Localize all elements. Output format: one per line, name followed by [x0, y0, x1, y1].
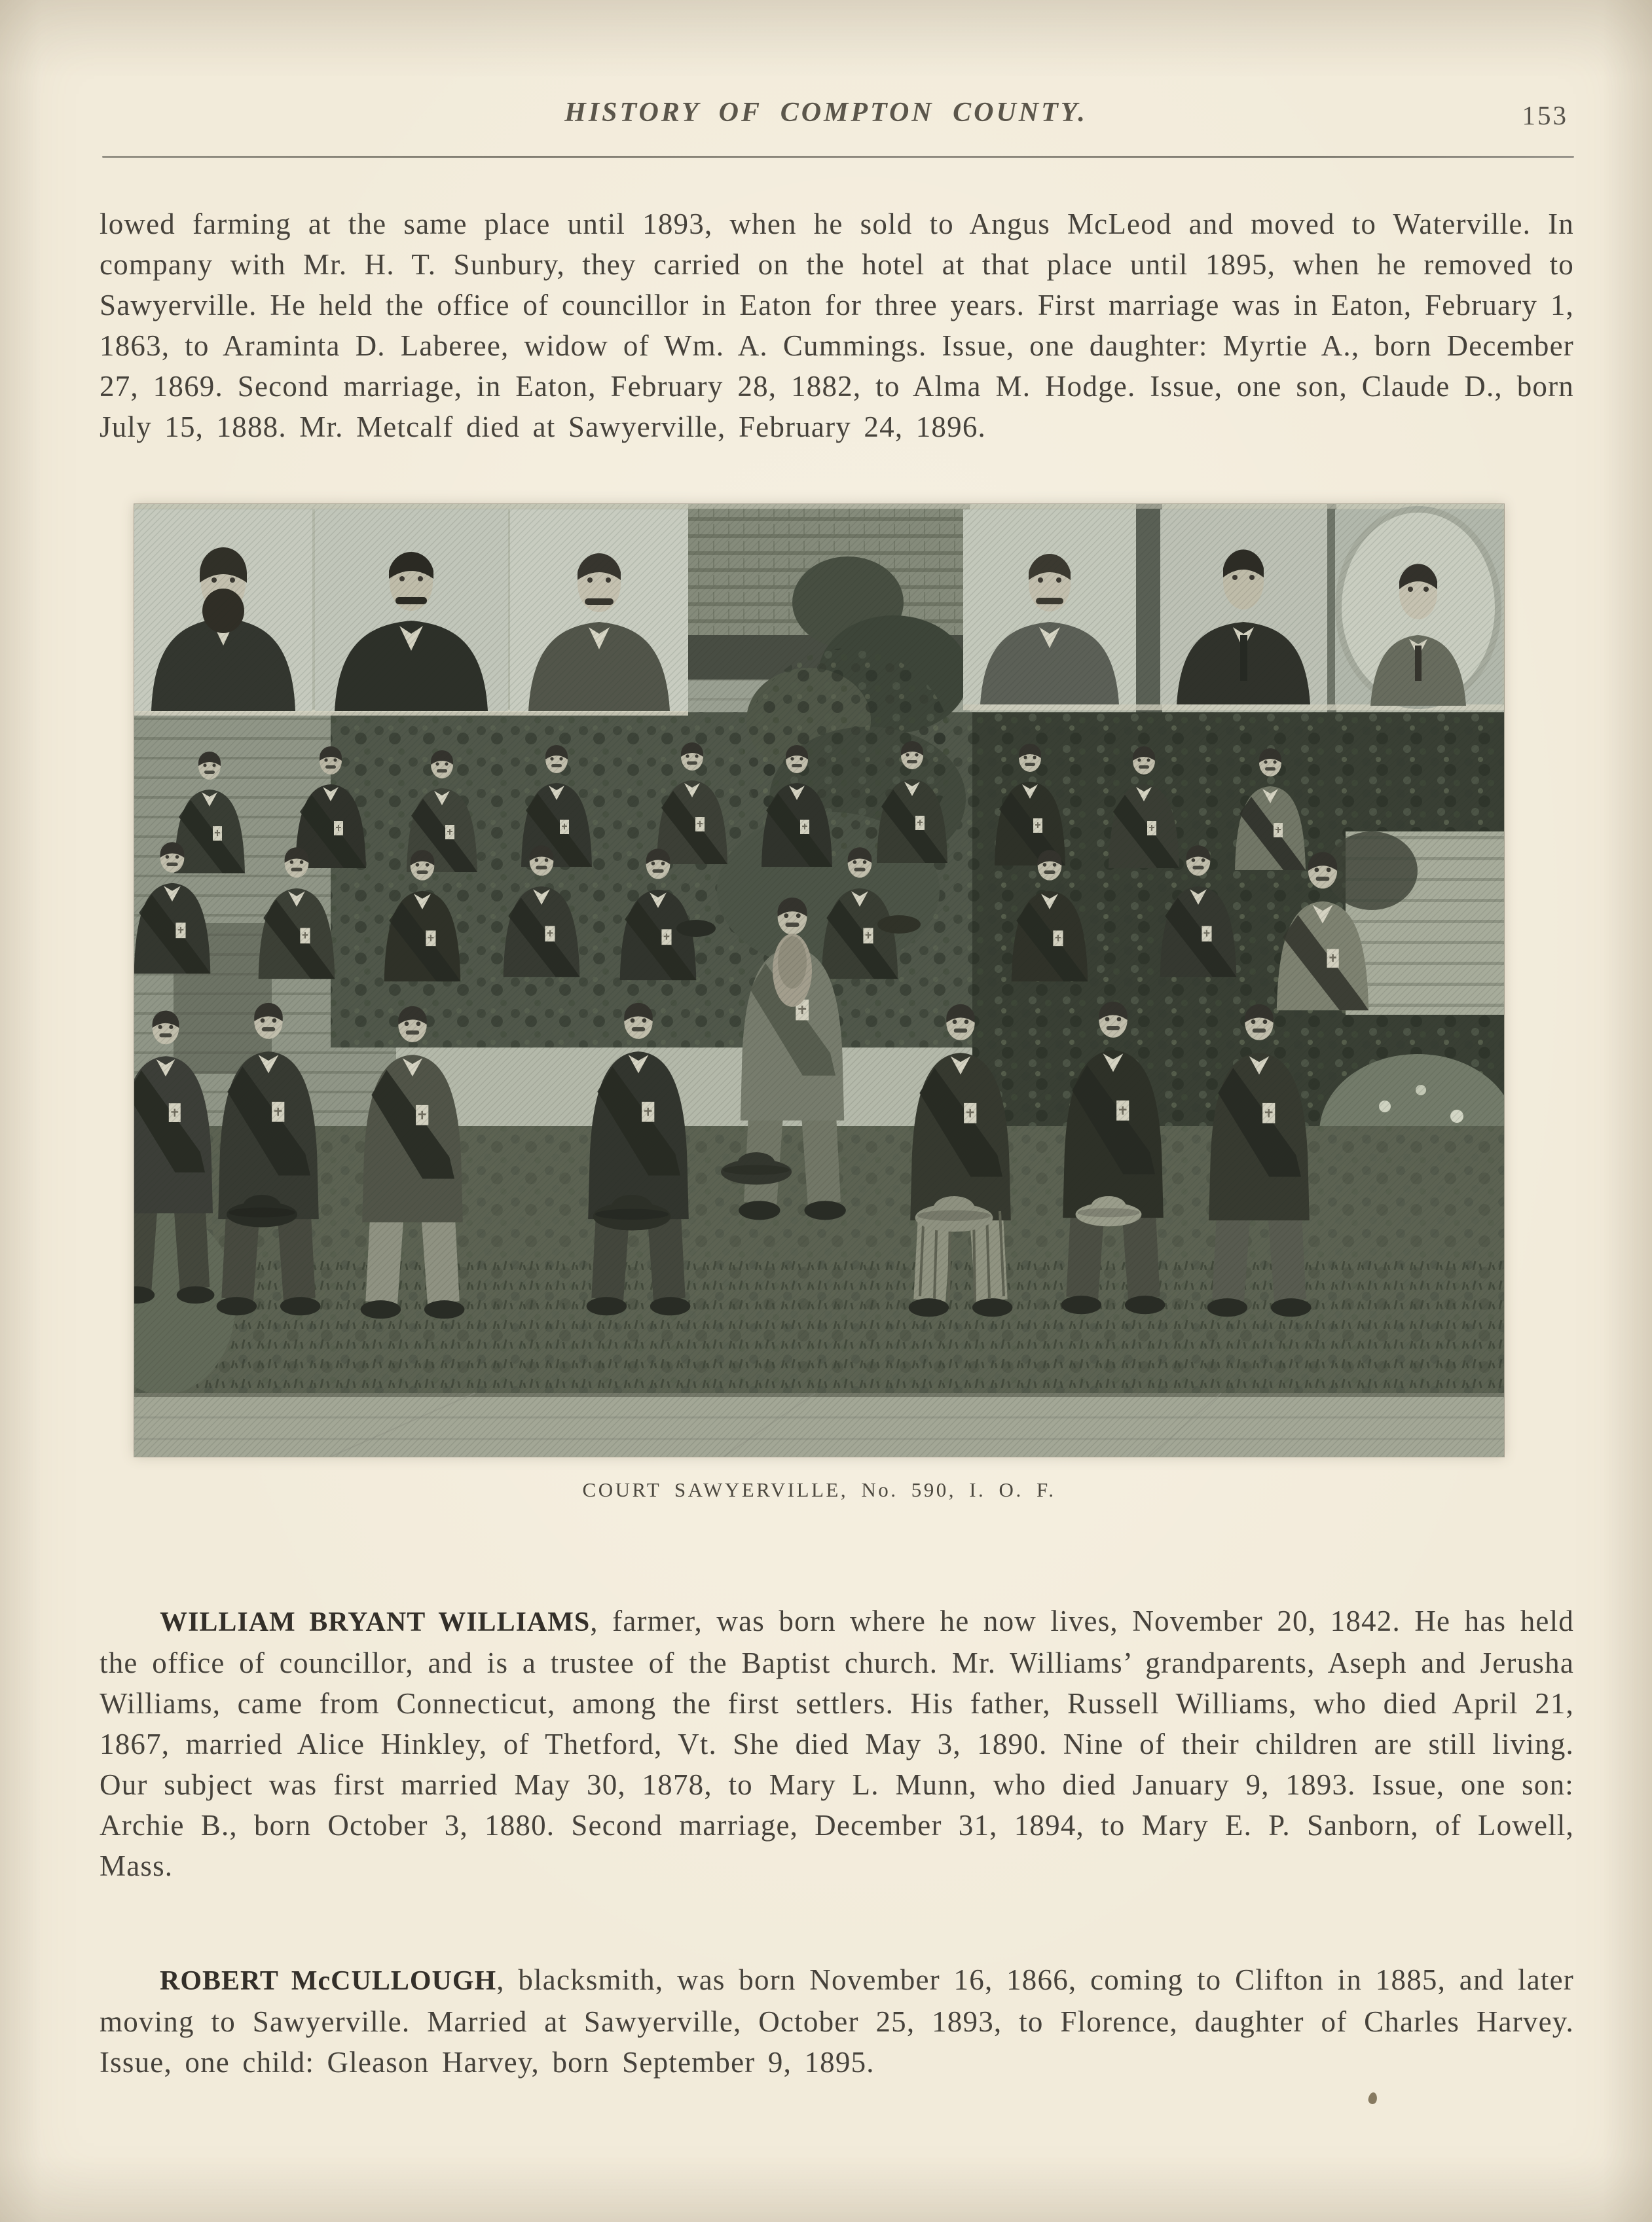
ink-speck [1368, 2092, 1378, 2105]
bio-name-mccullough: ROBERT McCULLOUGH [160, 1966, 497, 1996]
group-photograph-art [134, 504, 1504, 1457]
bio-text-mccullough: , blacksmith, was born November 16, 1866, coming to Clifton in 1885, and later moving to Sawyerville. Married at Sawyerville, October 25, 1893, to Florence, daughter of Charles Harvey. Issue, one child: Gleason Harvey, born September 9, 1895. [100, 1963, 1574, 2079]
page-number: 153 [1522, 100, 1568, 130]
paragraph-mccullough [100, 1959, 1574, 2083]
group-photograph [134, 504, 1504, 1457]
bio-name-williams: WILLIAM BRYANT WILLIAMS [160, 1607, 591, 1637]
paragraph-williams [100, 1601, 1574, 1886]
bio-text-williams: , farmer, was born where he now lives, November 20, 1842. He has held the office of councillor, and is a trustee of the Baptist church. Mr. Williams’ grandparents, Aseph and Jerusha Williams, came from Connecticut, among the first settlers. His father, Russell Williams, who died April 21, 1867, married Alice Hinkley, of Thetford, Vt. She died May 3, 1890. Nine of their children are still living. Our subject was first married May 30, 1878, to Mary L. Munn, who died January 9, 1893. Issue, one son: Archie B., born October 3, 1880. Second marriage, December 31, 1894, to Mary E. P. Sanborn, of Lowell, Mass. [100, 1605, 1574, 1882]
paragraph-metcalf-continuation: lowed farming at the same place until 1893, when he sold to Angus McLeod and moved to Waterville. In company with Mr. H. T. Sunbury, they carried on the hotel at that place until 1895, when he removed to Sawyerville. He held the office of councillor in Eaton for three years. First marriage was in Eaton, February 1, 1863, to Araminta D. Laberee, widow of Wm. A. Cummings. Issue, one daughter: Myrtie A., born December 27, 1869. Second marriage, in Eaton, February 28, 1882, to Alma M. Hodge. Issue, one son, Claude D., born July 15, 1888. Mr. Metcalf died at Sawyerville, February 24, 1896. [100, 208, 1574, 443]
header-rule [102, 156, 1574, 158]
running-head-title: HISTORY OF COMPTON COUNTY. [564, 98, 1088, 128]
photo-caption: COURT SAWYERVILLE, No. 590, I. O. F. [582, 1478, 1056, 1501]
tone-overlay [134, 504, 1504, 1457]
